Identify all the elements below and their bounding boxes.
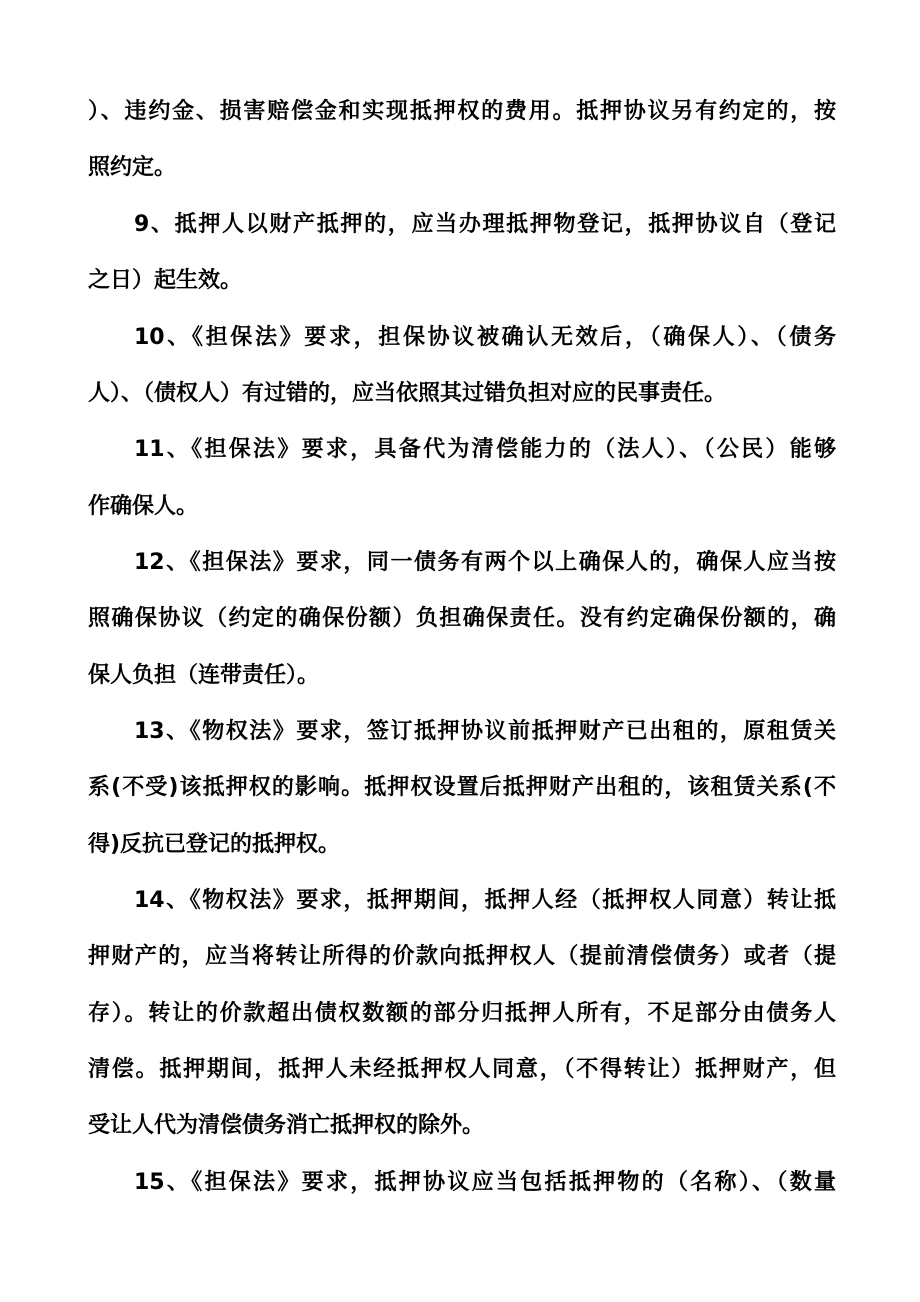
text-line: 押财产的，应当将转让所得的价款向抵押权人（提前清偿债务）或者（提 [88, 944, 836, 969]
paragraph-11-line: 11、《担保法》要求，具备代为清偿能力的（法人）、（公民）能够 [134, 437, 836, 462]
text-line: 系(不受)该抵押权的影响。抵押权设置后抵押财产出租的，该租赁关系(不 [88, 775, 836, 800]
text-line: 人）、（债权人）有过错的，应当依照其过错负担对应的民事责任。 [88, 381, 727, 406]
text-line: ）、违约金、损害赔偿金和实现抵押权的费用。抵押协议另有约定的，按 [88, 99, 836, 124]
paragraph-13-line: 13、《物权法》要求，签订抵押协议前抵押财产已出租的，原租赁关 [134, 719, 836, 744]
text-line: 得)反抗已登记的抵押权。 [88, 832, 341, 857]
text-line: 保人负担（连带责任）。 [88, 663, 320, 688]
paragraph-14-line: 14、《物权法》要求，抵押期间，抵押人经（抵押权人同意）转让抵 [134, 888, 836, 913]
paragraph-10-line: 10、《担保法》要求，担保协议被确认无效后，（确保人）、（债务 [134, 325, 836, 350]
text-line: 照约定。 [88, 155, 177, 180]
text-line: 受让人代为清偿债务消亡抵押权的除外。 [88, 1113, 485, 1138]
paragraph-9-line: 9、抵押人以财产抵押的，应当办理抵押物登记，抵押协议自（登记 [134, 212, 836, 237]
text-line: 之日）起生效。 [88, 268, 243, 293]
paragraph-15-line: 15、《担保法》要求，抵押协议应当包括抵押物的（名称）、（数量 [134, 1170, 836, 1195]
text-line: 照确保协议（约定的确保份额）负担确保责任。没有约定确保份额的，确 [88, 606, 836, 631]
text-line: 存）。转让的价款超出债权数额的部分归抵押人所有，不足部分由债务人 [88, 1001, 836, 1026]
paragraph-12-line: 12、《担保法》要求，同一债务有两个以上确保人的，确保人应当按 [134, 550, 836, 575]
text-line: 清偿。抵押期间，抵押人未经抵押权人同意，（不得转让）抵押财产，但 [88, 1057, 836, 1082]
text-line: 作确保人。 [88, 494, 199, 519]
